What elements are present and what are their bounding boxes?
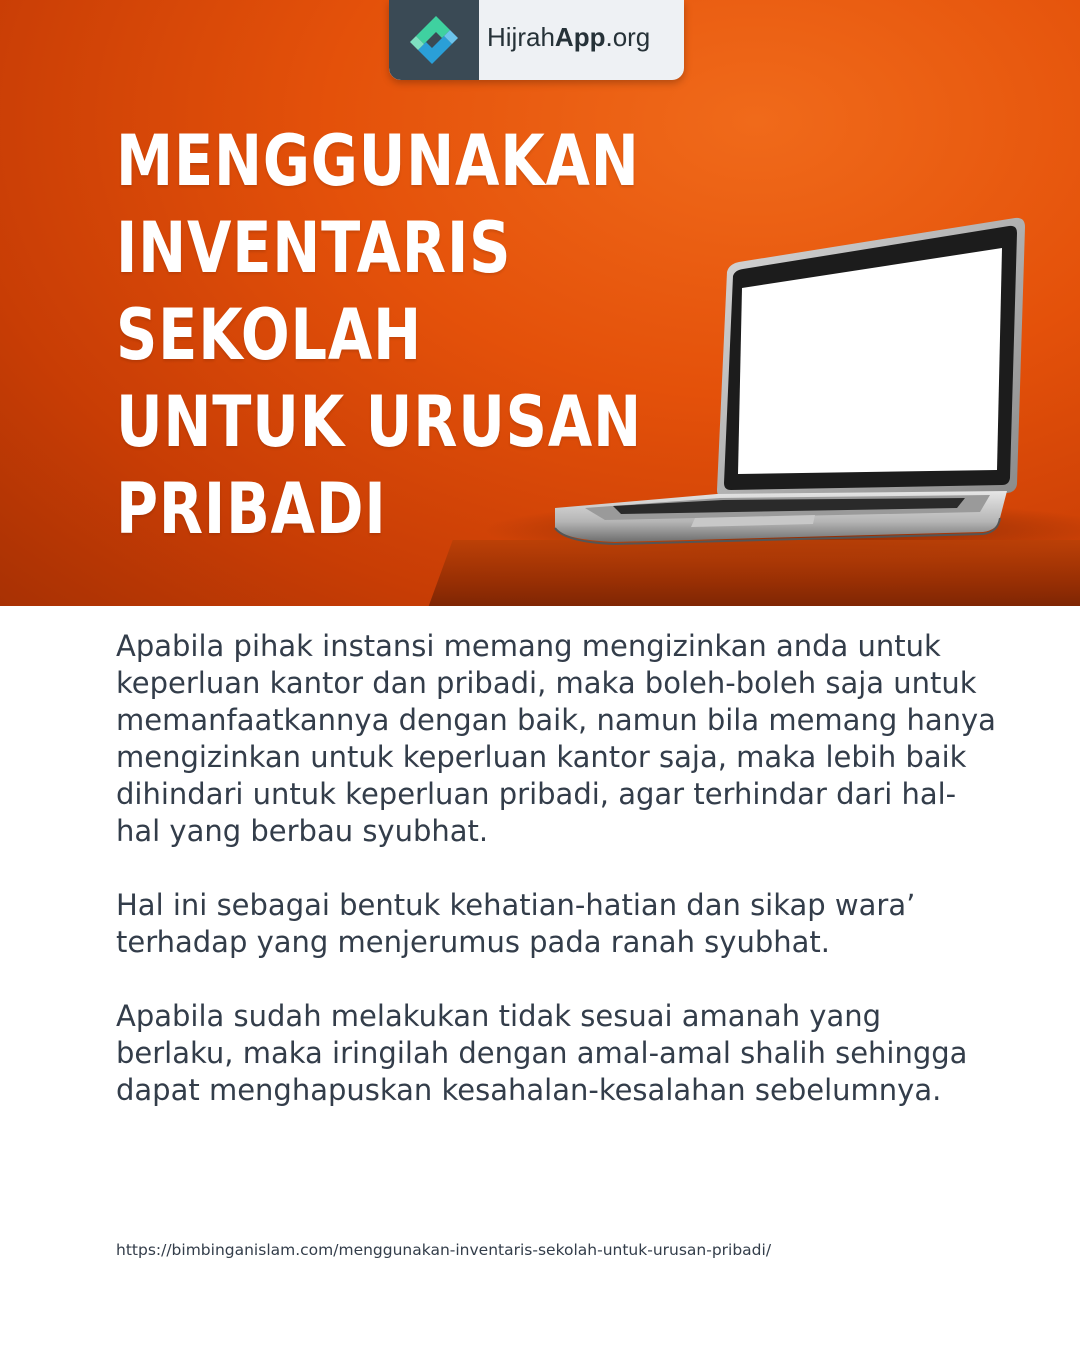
logo-name-light: Hijrah	[487, 22, 555, 52]
title-line: PRIBADI	[116, 468, 387, 550]
laptop-icon	[495, 212, 1035, 552]
hijrahapp-logo-icon	[389, 0, 479, 80]
logo-wordmark	[487, 22, 650, 53]
paragraph: Apabila pihak instansi memang mengizinkan anda untuk keperluan kantor dan pribadi, maka boleh-boleh saja untuk memanfaatkannya dengan baik, namun bila memang hanya mengizinkan untuk keperluan kantor saja, maka lebih baik dihindari untuk keperluan pribadi, agar terhindar dari hal-hal yang berbau syubhat.	[116, 629, 996, 848]
logo-badge[interactable]	[389, 0, 684, 80]
logo-name-suffix: .org	[605, 22, 651, 52]
paragraph: Hal ini sebagai bentuk kehatian-hatian dan sikap wara’ terhadap yang menjerumus pada ranah syubhat.	[116, 888, 916, 959]
title-line: MENGGUNAKAN	[116, 120, 640, 202]
title-line: SEKOLAH	[116, 294, 423, 376]
source-link[interactable]: https://bimbinganislam.com/menggunakan-inventaris-sekolah-untuk-urusan-pribadi/	[116, 1241, 772, 1259]
hero-banner	[0, 0, 1080, 606]
logo-name-bold: App	[554, 22, 606, 52]
article-body	[116, 628, 996, 1146]
title-line: UNTUK URUSAN	[116, 381, 642, 463]
title-line: INVENTARIS	[116, 207, 512, 289]
paragraph: Apabila sudah melakukan tidak sesuai amanah yang berlaku, maka iringilah dengan amal-amal shalih sehingga dapat menghapuskan kesahalan-kesalahan sebelumnya.	[116, 999, 968, 1107]
